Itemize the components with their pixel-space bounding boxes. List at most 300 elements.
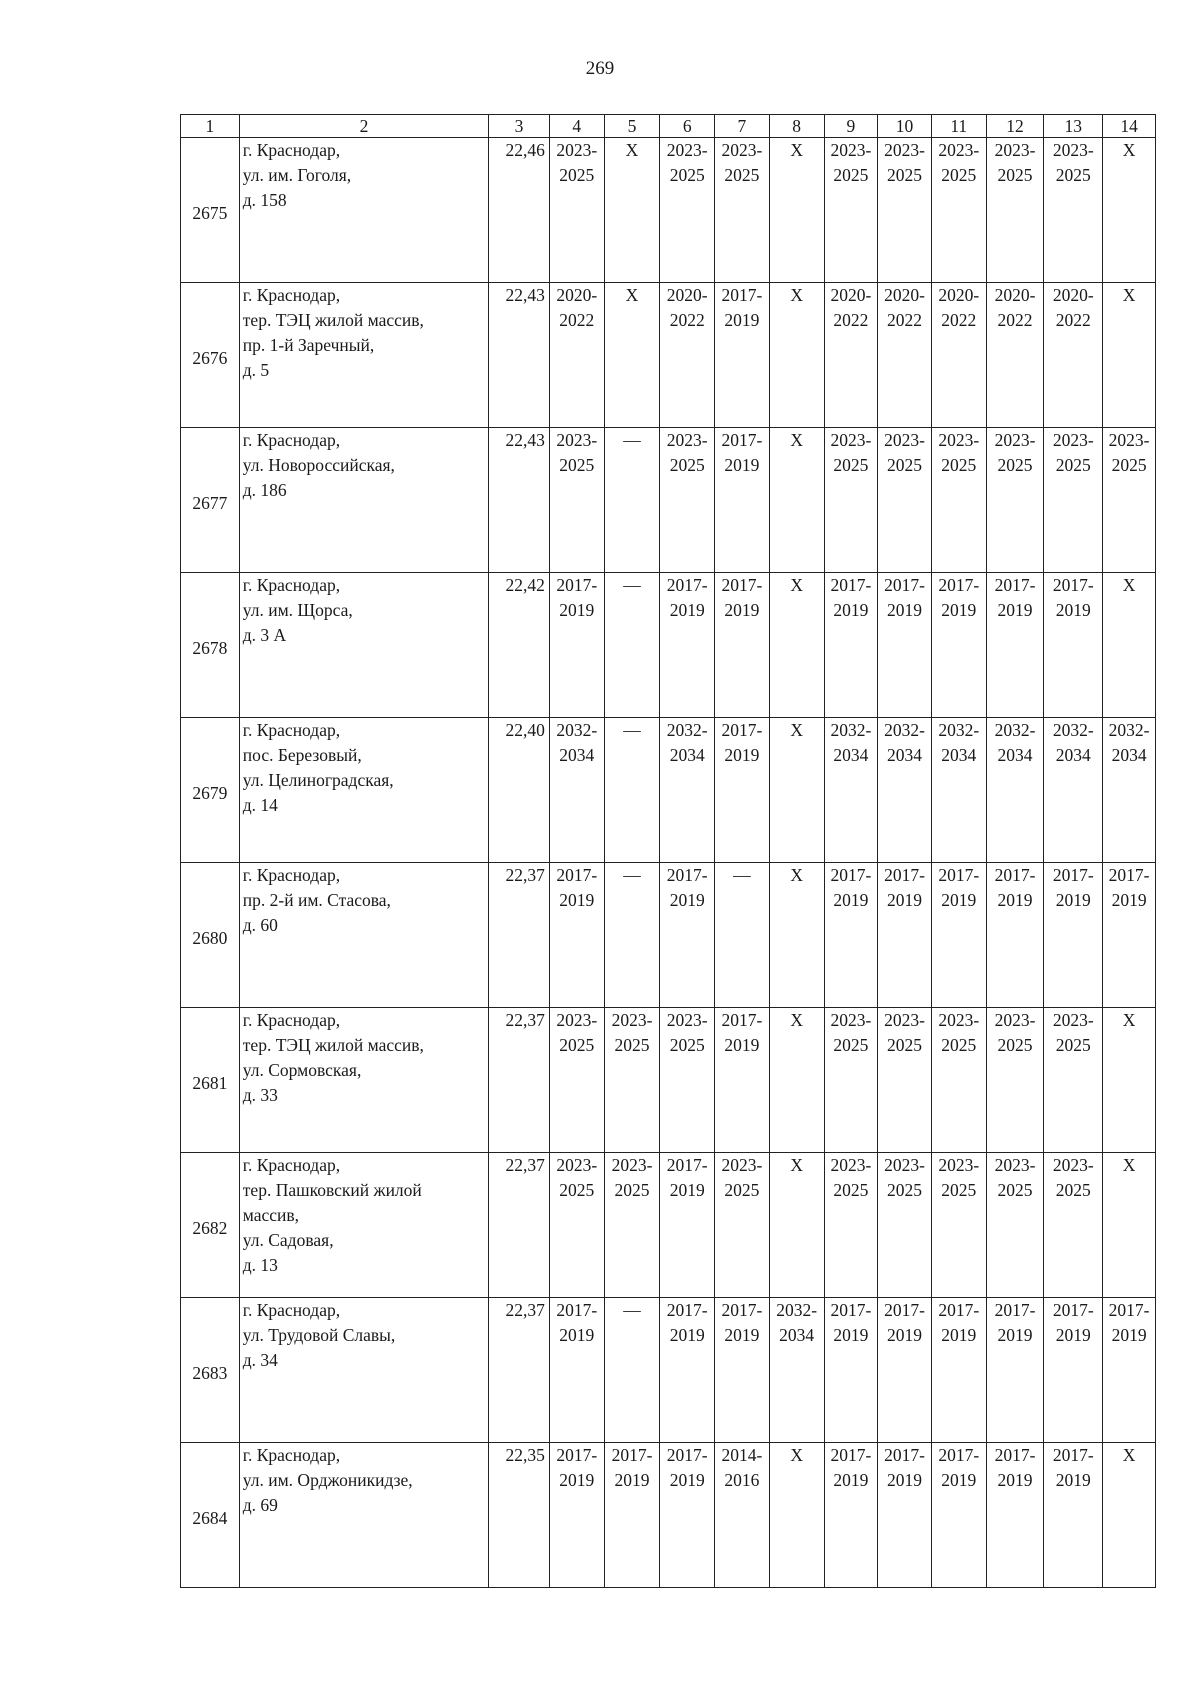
value-part: 2019: [997, 600, 1033, 620]
value-part: 2017-: [994, 1445, 1036, 1465]
value-cell-col-8: [769, 428, 824, 573]
value-cell-col-5: [604, 138, 660, 283]
address-line: тер. Пашковский жилой: [242, 1180, 422, 1200]
value-part: 2017-: [830, 1300, 872, 1320]
value-part: 2019: [724, 745, 760, 765]
area-cell: 22,43: [489, 283, 550, 428]
value-cell-col-4: [549, 573, 604, 718]
value-part: 2019: [559, 1470, 595, 1490]
area-cell: 22,40: [489, 718, 550, 863]
value-cell-col-13: [1044, 718, 1103, 863]
value-cell-col-10: [878, 573, 932, 718]
address-line: ул. Новороссийская,: [242, 455, 395, 475]
value-cell-col-5: [604, 283, 660, 428]
value-part: 2032-: [830, 720, 872, 740]
value-cell-col-13: [1044, 428, 1103, 573]
address-line: пр. 1-й Заречный,: [242, 335, 375, 355]
value-cell-col-14: [1103, 1008, 1156, 1153]
value-cell-col-14: [1103, 718, 1156, 863]
value-cell-col-13: [1044, 573, 1103, 718]
value-part: 2017-: [666, 1155, 708, 1175]
value-part: 2019: [887, 1325, 923, 1345]
value-part: 2025: [559, 455, 595, 475]
value-part: 2023-: [938, 430, 980, 450]
value-part: Х: [1122, 1155, 1136, 1175]
value-part: 2017-: [884, 1445, 925, 1465]
value-part: 2017-: [1108, 865, 1150, 885]
page-number: 269: [585, 58, 615, 79]
value-cell-col-7: [715, 283, 770, 428]
address-line: г. Краснодар,: [242, 1300, 341, 1320]
value-part: 2025: [997, 1035, 1033, 1055]
value-part: —: [623, 865, 641, 885]
value-part: Х: [1122, 1010, 1136, 1030]
value-cell-col-14: [1103, 1153, 1156, 1298]
value-cell-col-12: [986, 718, 1044, 863]
value-part: 2019: [887, 890, 923, 910]
address-line: тер. ТЭЦ жилой массив,: [242, 1035, 424, 1055]
address-line: д. 13: [242, 1255, 278, 1275]
value-cell-col-8: [769, 283, 824, 428]
value-part: 2025: [669, 455, 705, 475]
value-cell-col-7: [715, 718, 770, 863]
address-line: ул. им. Орджоникидзе,: [242, 1470, 413, 1490]
address-line: г. Краснодар,: [242, 140, 341, 160]
value-part: 2023-: [666, 430, 708, 450]
row-number: 2678: [181, 573, 240, 718]
area-cell: 22,42: [489, 573, 550, 718]
value-part: 2017-: [830, 575, 872, 595]
value-part: Х: [790, 140, 803, 160]
value-part: 2025: [1055, 1035, 1091, 1055]
value-part: 2025: [887, 1180, 923, 1200]
table-row: [181, 138, 1156, 283]
value-part: 2017-: [666, 575, 708, 595]
value-cell-col-4: [549, 718, 604, 863]
value-cell-col-8: [769, 1298, 824, 1443]
value-part: 2023-: [1052, 1010, 1094, 1030]
address-line: ул. Сормовская,: [242, 1060, 362, 1080]
value-part: 2025: [997, 455, 1033, 475]
value-part: 2019: [1055, 600, 1091, 620]
value-part: 2025: [887, 455, 923, 475]
value-cell-col-12: [986, 1298, 1044, 1443]
value-part: 2032-: [938, 720, 980, 740]
row-number: 2680: [181, 863, 240, 1008]
value-part: Х: [790, 285, 803, 305]
address-cell: [239, 863, 488, 1008]
value-part: 2023-: [994, 140, 1036, 160]
value-part: 2023-: [611, 1010, 653, 1030]
value-part: 2017-: [721, 430, 763, 450]
address-cell: [239, 428, 488, 573]
address-line: д. 5: [242, 360, 270, 380]
value-part: 2022: [887, 310, 923, 330]
value-cell-col-4: [549, 1153, 604, 1298]
value-part: 2023-: [1052, 140, 1094, 160]
value-cell-col-7: [715, 1153, 770, 1298]
value-cell-col-14: [1103, 863, 1156, 1008]
value-part: 2034: [1055, 745, 1091, 765]
value-part: 2032-: [556, 720, 598, 740]
address-line: д. 14: [242, 795, 278, 815]
value-cell-col-6: [660, 1153, 715, 1298]
value-cell-col-11: [931, 863, 986, 1008]
area-cell: 22,46: [489, 138, 550, 283]
value-part: 2019: [669, 1470, 705, 1490]
value-part: 2023-: [994, 1010, 1036, 1030]
value-part: 2034: [887, 745, 923, 765]
value-part: 2034: [779, 1325, 815, 1345]
value-part: 2016: [724, 1470, 760, 1490]
value-cell-col-7: [715, 1443, 770, 1588]
value-part: 2032-: [884, 720, 925, 740]
value-part: 2034: [833, 745, 869, 765]
value-part: Х: [625, 140, 639, 160]
value-part: 2022: [941, 310, 977, 330]
value-cell-col-13: [1044, 1008, 1103, 1153]
address-line: г. Краснодар,: [242, 865, 341, 885]
value-cell-col-13: [1044, 1298, 1103, 1443]
value-part: 2017-: [994, 865, 1036, 885]
value-part: 2017-: [830, 1445, 872, 1465]
value-part: 2023-: [884, 430, 925, 450]
value-cell-col-5: [604, 428, 660, 573]
address-line: ул. Трудовой Славы,: [242, 1325, 396, 1345]
table-row: [181, 1153, 1156, 1298]
area-cell: 22,37: [489, 1153, 550, 1298]
value-part: 2025: [1055, 1180, 1091, 1200]
value-part: Х: [790, 1445, 803, 1465]
value-cell-col-12: [986, 138, 1044, 283]
value-part: 2025: [1111, 455, 1147, 475]
value-part: 2017-: [556, 1445, 598, 1465]
table-row: [181, 1443, 1156, 1588]
value-part: 2019: [724, 1325, 760, 1345]
value-part: 2017-: [666, 865, 708, 885]
value-part: 2025: [887, 165, 923, 185]
value-part: 2017-: [938, 1300, 980, 1320]
value-cell-col-6: [660, 1008, 715, 1153]
address-cell: [239, 1153, 488, 1298]
value-part: 2019: [887, 600, 923, 620]
value-cell-col-11: [931, 1153, 986, 1298]
value-part: 2023-: [1052, 430, 1094, 450]
value-cell-col-6: [660, 718, 715, 863]
value-cell-col-11: [931, 283, 986, 428]
value-part: 2034: [941, 745, 977, 765]
value-cell-col-9: [824, 573, 878, 718]
value-part: 2019: [833, 600, 869, 620]
value-part: 2023-: [994, 430, 1036, 450]
value-part: —: [623, 430, 641, 450]
value-cell-col-11: [931, 1298, 986, 1443]
value-part: 2025: [941, 455, 977, 475]
value-part: 2019: [1111, 890, 1147, 910]
address-line: г. Краснодар,: [242, 575, 341, 595]
row-number: 2676: [181, 283, 240, 428]
value-cell-col-6: [660, 573, 715, 718]
table-row: [181, 573, 1156, 718]
address-line: д. 34: [242, 1350, 278, 1370]
value-part: 2023-: [666, 140, 708, 160]
value-part: 2032-: [1052, 720, 1094, 740]
value-part: 2019: [833, 1325, 869, 1345]
value-part: 2019: [724, 600, 760, 620]
value-cell-col-4: [549, 1443, 604, 1588]
value-cell-col-4: [549, 428, 604, 573]
row-number: 2681: [181, 1008, 240, 1153]
value-part: 2022: [559, 310, 595, 330]
column-header-4: 4: [549, 115, 604, 138]
row-number: 2684: [181, 1443, 240, 1588]
row-number: 2677: [181, 428, 240, 573]
value-part: 2023-: [830, 140, 872, 160]
value-part: 2025: [887, 1035, 923, 1055]
value-part: Х: [1122, 140, 1136, 160]
value-cell-col-12: [986, 1008, 1044, 1153]
value-part: —: [623, 575, 641, 595]
value-part: 2019: [614, 1470, 650, 1490]
value-part: 2023-: [830, 430, 872, 450]
value-cell-col-10: [878, 718, 932, 863]
value-cell-col-7: [715, 138, 770, 283]
area-cell: 22,43: [489, 428, 550, 573]
table-row: [181, 1008, 1156, 1153]
column-header-6: 6: [660, 115, 715, 138]
value-part: 2019: [1055, 1470, 1091, 1490]
value-cell-col-10: [878, 863, 932, 1008]
value-cell-col-14: [1103, 1443, 1156, 1588]
value-part: 2022: [833, 310, 869, 330]
value-part: Х: [790, 1155, 803, 1175]
value-part: 2020-: [830, 285, 872, 305]
column-header-14: 14: [1103, 115, 1156, 138]
value-part: 2023-: [884, 140, 925, 160]
value-part: Х: [1122, 1445, 1136, 1465]
value-part: 2017-: [830, 865, 872, 885]
value-part: 2032-: [776, 1300, 818, 1320]
value-part: 2025: [941, 1180, 977, 1200]
value-part: 2032-: [1108, 720, 1150, 740]
value-cell-col-13: [1044, 1443, 1103, 1588]
value-cell-col-6: [660, 138, 715, 283]
address-line: д. 33: [242, 1085, 278, 1105]
value-part: 2019: [559, 1325, 595, 1345]
row-number: 2683: [181, 1298, 240, 1443]
value-part: 2023-: [884, 1010, 925, 1030]
value-part: 2020-: [884, 285, 925, 305]
value-part: 2017-: [938, 865, 980, 885]
value-cell-col-9: [824, 1443, 878, 1588]
value-part: Х: [790, 865, 803, 885]
column-header-3: 3: [489, 115, 550, 138]
value-part: 2019: [941, 600, 977, 620]
value-part: 2017-: [938, 1445, 980, 1465]
value-part: 2023-: [938, 140, 980, 160]
value-cell-col-9: [824, 1298, 878, 1443]
value-part: 2017-: [721, 1300, 763, 1320]
value-part: 2017-: [1108, 1300, 1150, 1320]
value-cell-col-8: [769, 1153, 824, 1298]
value-cell-col-11: [931, 428, 986, 573]
address-line: тер. ТЭЦ жилой массив,: [242, 310, 424, 330]
value-part: 2025: [833, 455, 869, 475]
value-cell-col-7: [715, 1298, 770, 1443]
value-cell-col-4: [549, 138, 604, 283]
value-part: 2017-: [884, 1300, 925, 1320]
value-part: 2025: [614, 1035, 650, 1055]
address-cell: [239, 1443, 488, 1588]
address-line: д. 69: [242, 1495, 278, 1515]
value-part: 2019: [887, 1470, 923, 1490]
value-cell-col-8: [769, 1443, 824, 1588]
value-part: 2017-: [994, 1300, 1036, 1320]
value-cell-col-10: [878, 428, 932, 573]
value-part: 2020-: [1052, 285, 1094, 305]
value-cell-col-5: [604, 1298, 660, 1443]
table-row: [181, 283, 1156, 428]
value-cell-col-6: [660, 1443, 715, 1588]
table-body: [181, 138, 1156, 1588]
address-line: г. Краснодар,: [242, 1010, 341, 1030]
value-cell-col-5: [604, 573, 660, 718]
address-cell: [239, 573, 488, 718]
value-part: 2020-: [938, 285, 980, 305]
value-cell-col-7: [715, 863, 770, 1008]
area-cell: 22,37: [489, 863, 550, 1008]
address-line: ул. им. Гоголя,: [242, 165, 352, 185]
value-cell-col-14: [1103, 428, 1156, 573]
value-cell-col-10: [878, 1443, 932, 1588]
address-line: г. Краснодар,: [242, 720, 341, 740]
table-row: [181, 718, 1156, 863]
value-cell-col-14: [1103, 1298, 1156, 1443]
address-line: г. Краснодар,: [242, 430, 341, 450]
value-part: 2025: [559, 1035, 595, 1055]
value-cell-col-11: [931, 1443, 986, 1588]
value-cell-col-4: [549, 1298, 604, 1443]
value-cell-col-14: [1103, 283, 1156, 428]
value-part: 2017-: [666, 1300, 708, 1320]
value-part: Х: [625, 285, 639, 305]
value-part: 2032-: [994, 720, 1036, 740]
address-line: д. 186: [242, 480, 287, 500]
value-part: 2017-: [1052, 575, 1094, 595]
value-cell-col-5: [604, 863, 660, 1008]
value-part: 2019: [669, 600, 705, 620]
value-cell-col-13: [1044, 863, 1103, 1008]
value-part: 2019: [997, 1470, 1033, 1490]
value-cell-col-5: [604, 1008, 660, 1153]
value-part: 2023-: [556, 140, 598, 160]
value-cell-col-7: [715, 428, 770, 573]
value-cell-col-5: [604, 718, 660, 863]
value-cell-col-7: [715, 573, 770, 718]
value-cell-col-10: [878, 138, 932, 283]
value-part: 2025: [669, 1035, 705, 1055]
value-cell-col-10: [878, 1153, 932, 1298]
value-part: 2025: [833, 1035, 869, 1055]
value-part: 2023-: [556, 1155, 598, 1175]
value-cell-col-11: [931, 138, 986, 283]
value-part: 2025: [833, 165, 869, 185]
value-cell-col-14: [1103, 138, 1156, 283]
value-part: —: [623, 1300, 641, 1320]
value-cell-col-12: [986, 573, 1044, 718]
value-part: 2023-: [666, 1010, 708, 1030]
value-cell-col-5: [604, 1443, 660, 1588]
value-part: 2023-: [1052, 1155, 1094, 1175]
value-part: 2017-: [556, 865, 598, 885]
value-cell-col-8: [769, 1008, 824, 1153]
row-number: 2679: [181, 718, 240, 863]
value-part: 2017-: [994, 575, 1036, 595]
value-part: 2025: [724, 165, 760, 185]
column-header-2: 2: [239, 115, 488, 138]
value-cell-col-8: [769, 863, 824, 1008]
value-cell-col-13: [1044, 283, 1103, 428]
value-cell-col-12: [986, 863, 1044, 1008]
value-cell-col-9: [824, 1153, 878, 1298]
value-part: 2014-: [721, 1445, 763, 1465]
value-part: 2017-: [556, 1300, 598, 1320]
value-part: Х: [1122, 285, 1136, 305]
value-cell-col-10: [878, 1298, 932, 1443]
value-part: 2017-: [666, 1445, 708, 1465]
value-cell-col-11: [931, 1008, 986, 1153]
value-part: 2025: [614, 1180, 650, 1200]
value-part: 2017-: [611, 1445, 653, 1465]
value-part: 2025: [941, 1035, 977, 1055]
value-part: 2034: [997, 745, 1033, 765]
value-part: 2023-: [611, 1155, 653, 1175]
value-part: 2025: [941, 165, 977, 185]
value-cell-col-12: [986, 1443, 1044, 1588]
value-part: 2017-: [884, 865, 925, 885]
value-part: 2019: [724, 310, 760, 330]
address-line: пр. 2-й им. Стасова,: [242, 890, 391, 910]
address-cell: [239, 718, 488, 863]
value-cell-col-14: [1103, 573, 1156, 718]
value-part: 2019: [1111, 1325, 1147, 1345]
address-cell: [239, 138, 488, 283]
value-part: 2025: [559, 1180, 595, 1200]
value-part: 2025: [559, 165, 595, 185]
value-part: 2025: [1055, 165, 1091, 185]
value-cell-col-4: [549, 863, 604, 1008]
value-part: 2022: [669, 310, 705, 330]
row-number: 2682: [181, 1153, 240, 1298]
address-line: д. 3 А: [242, 625, 287, 645]
column-header-8: 8: [769, 115, 824, 138]
address-line: массив,: [242, 1205, 300, 1225]
address-line: ул. Целиноградская,: [242, 770, 394, 790]
address-line: пос. Березовый,: [242, 745, 362, 765]
value-part: Х: [790, 720, 803, 740]
column-header-12: 12: [986, 115, 1044, 138]
value-cell-col-9: [824, 863, 878, 1008]
address-line: г. Краснодар,: [242, 1445, 341, 1465]
value-part: 2017-: [1052, 1445, 1094, 1465]
value-cell-col-11: [931, 718, 986, 863]
value-part: 2019: [559, 600, 595, 620]
value-part: 2022: [1055, 310, 1091, 330]
value-part: 2025: [833, 1180, 869, 1200]
value-cell-col-6: [660, 283, 715, 428]
value-part: 2020-: [556, 285, 598, 305]
value-part: 2020-: [994, 285, 1036, 305]
